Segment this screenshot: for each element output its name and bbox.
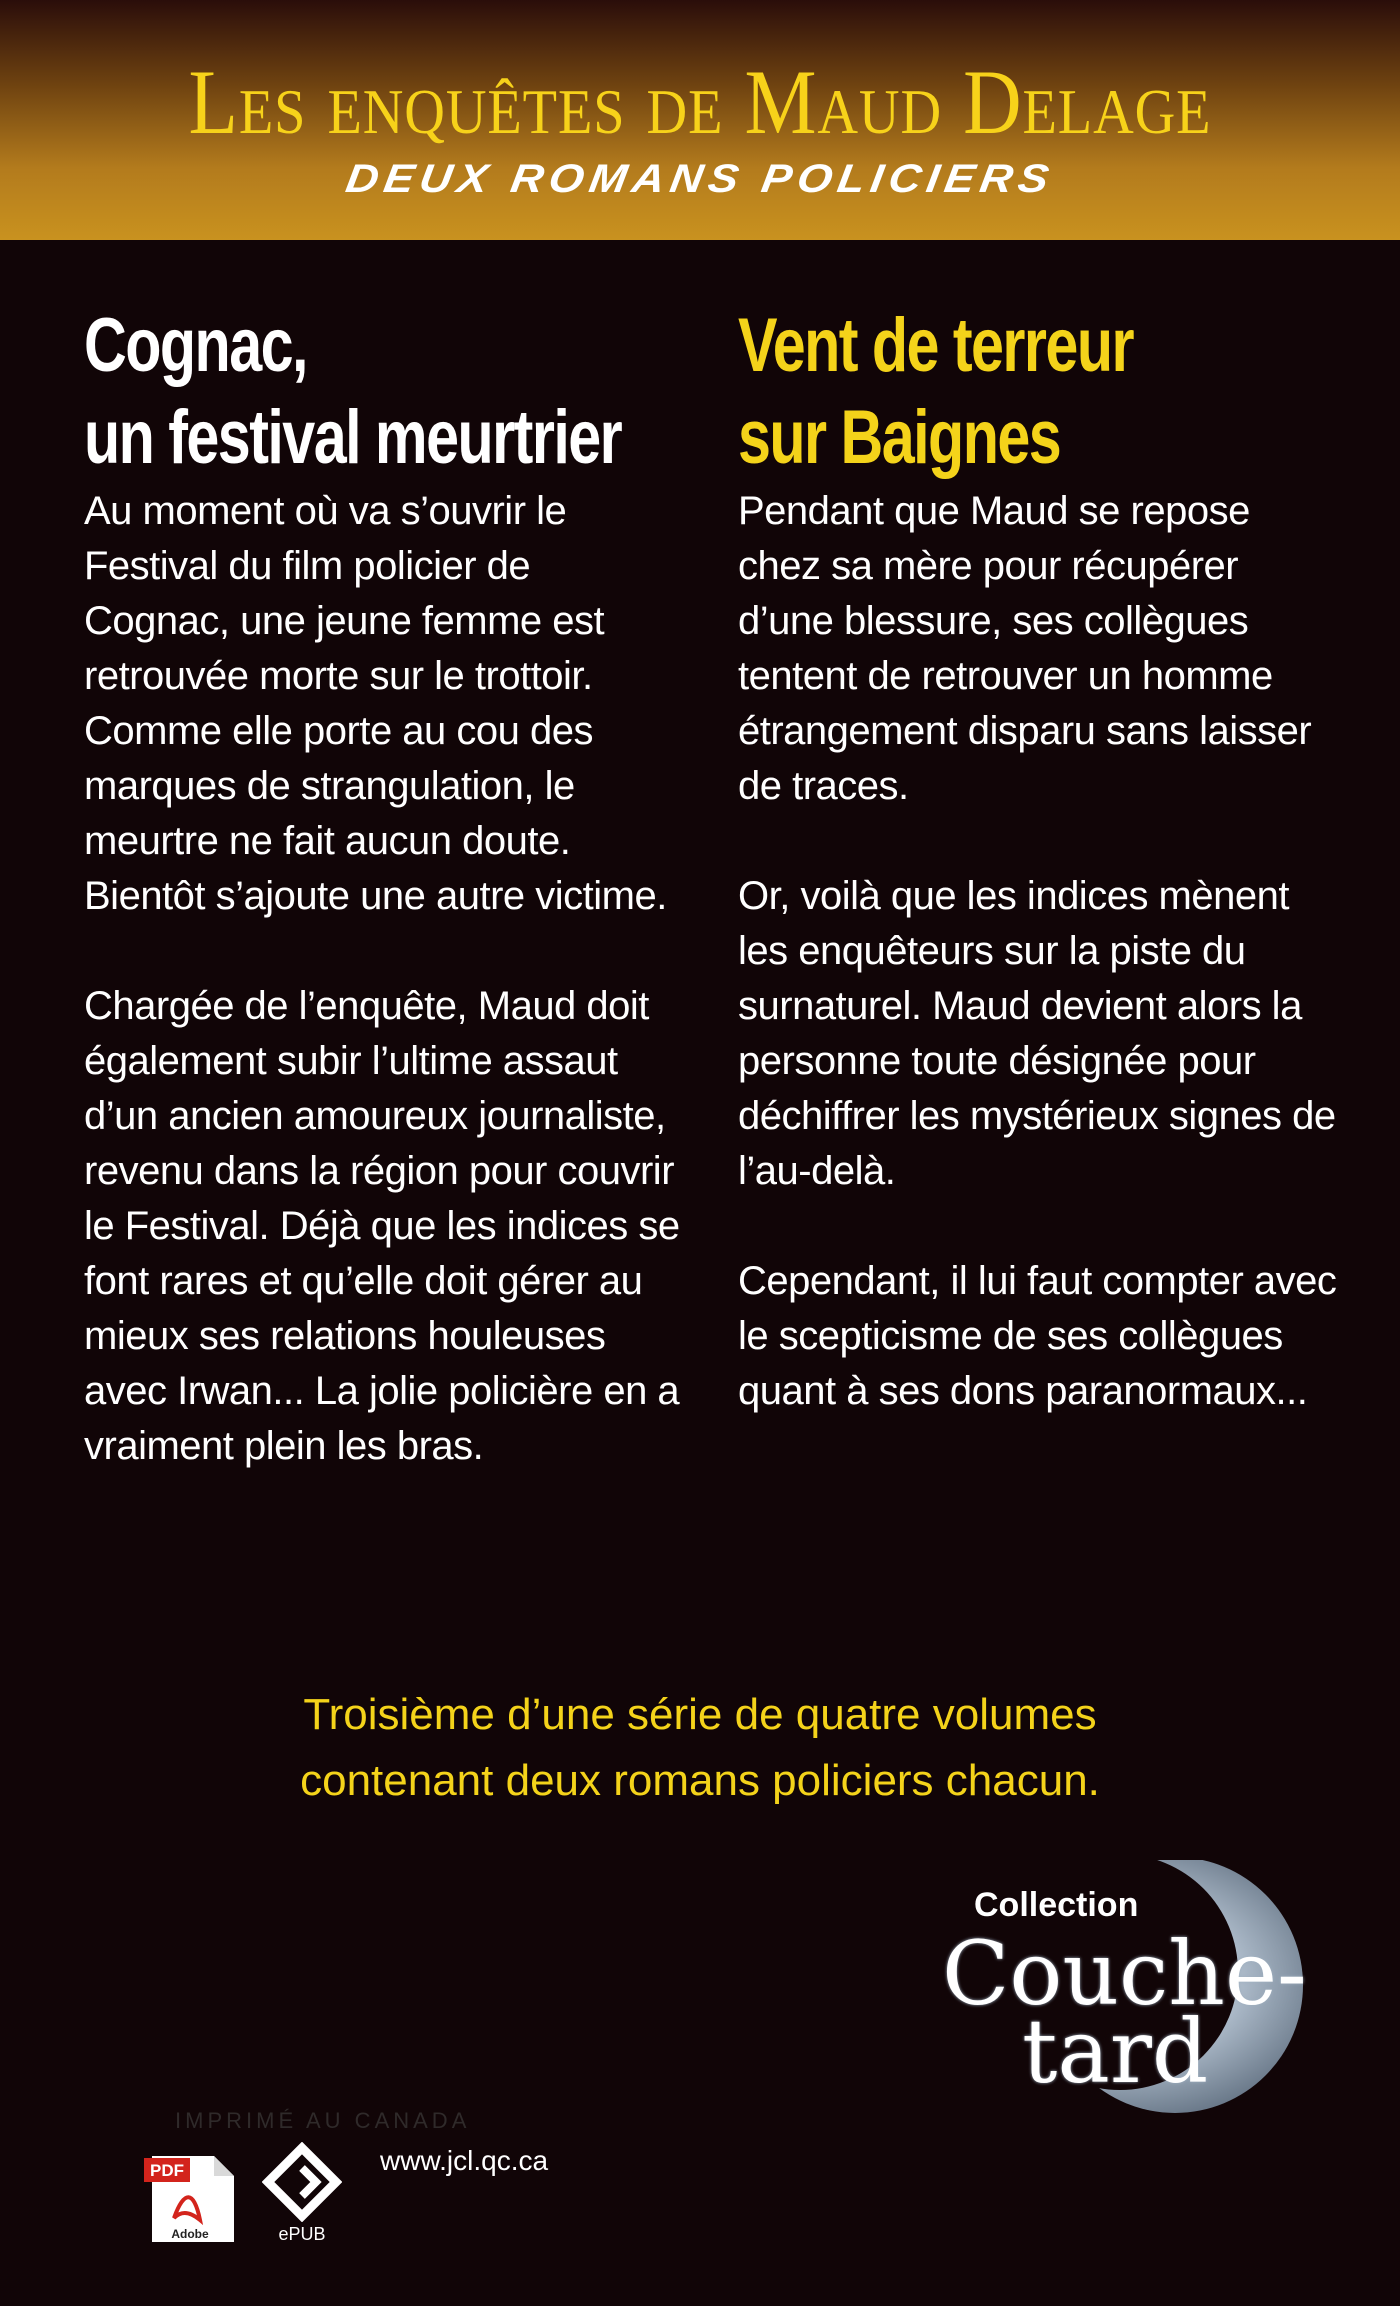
book-one-paragraph: Au moment où va s’ouvrir le Festival du film policier de Cognac, une jeune femme est retrouvée morte sur le trottoir. Comme elle porte au cou des marques de strangulation, le meurtre ne fait aucun doute. Bientôt s’ajoute une autre victime. <box>84 489 667 918</box>
book-one-title-line2: un festival meurtrier <box>84 395 622 480</box>
book-one-title-line1: Cognac, <box>84 303 307 388</box>
tagline-line1: Troisième d’une série de quatre volumes <box>303 1690 1097 1739</box>
publisher-url[interactable]: www.jcl.qc.ca <box>380 2145 549 2176</box>
book-one-column <box>84 300 684 1529</box>
collection-name-line1: Couche- <box>942 1922 1307 2025</box>
book-two-paragraph: Pendant que Maud se repose chez sa mère pour récupérer d’une blessure, ses collègues tentent de retrouver un homme étrangement disparu sans laisser de traces. <box>738 489 1312 808</box>
epub-icon <box>262 2142 342 2252</box>
book-two-title-line2: sur Baignes <box>738 395 1061 480</box>
collection-name-line2: tard <box>1022 2000 1209 2103</box>
book-two-paragraph: Or, voilà que les indices mènent les enquêteurs sur la piste du surnaturel. Maud devient alors la personne toute désignée pour déchiffrer les mystérieux signes de l’au-delà. <box>738 874 1336 1193</box>
collection-logo <box>930 1860 1310 2120</box>
epub-label: ePUB <box>278 2224 326 2244</box>
book-two-column <box>738 300 1338 1474</box>
pdf-icon <box>144 2150 240 2246</box>
book-one-paragraph: Chargée de l’enquête, Maud doit également subir l’ultime assaut d’un ancien amoureux journaliste, revenu dans la région pour couvrir le Festival. Déjà que les indices se font rares et qu’elle doit gérer au mieux ses relations houleuses avec Irwan... La jolie policière en a vraiment plein les bras. <box>84 984 680 1468</box>
collection-label: Collection <box>974 1886 1139 1924</box>
book-two-paragraph: Cependant, il lui faut compter avec le scepticisme de ses collègues quant à ses dons paranormaux... <box>738 1259 1337 1413</box>
adobe-label: Adobe <box>171 2227 209 2241</box>
tagline-line2: contenant deux romans policiers chacun. <box>300 1756 1100 1805</box>
book-two-title-line1: Vent de terreur <box>738 303 1134 388</box>
series-tagline <box>0 1682 1400 1814</box>
pdf-label: PDF <box>150 2161 184 2180</box>
series-subtitle: DEUX ROMANS POLICIERS <box>342 157 1058 201</box>
printed-in-canada: IMPRIMÉ AU CANADA <box>175 2108 471 2133</box>
header-banner <box>0 0 1400 240</box>
series-title: Les enquêtes de Maud Delage <box>188 51 1212 153</box>
